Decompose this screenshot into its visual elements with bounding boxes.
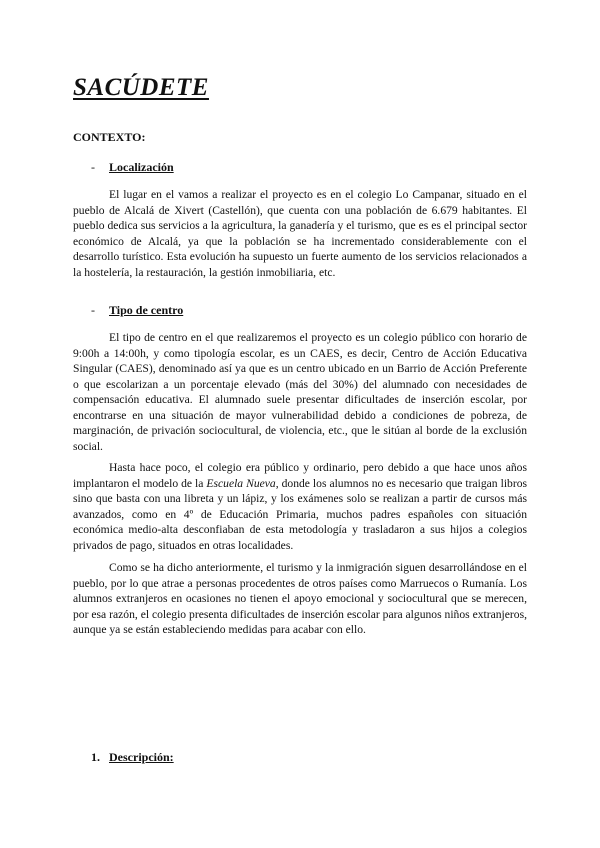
document-title: SACÚDETE — [73, 74, 209, 101]
subheading-label: Localización — [109, 160, 174, 174]
subheading-label: Tipo de centro — [109, 303, 184, 317]
section-number: 1. — [91, 750, 100, 764]
paragraph-tipo-de-centro-3: Como se ha dicho anteriormente, el turismo y la inmigración siguen desarrollándose en el pueblo, por lo que atrae a personas procedentes de otros países como Marruecos o Rumanía. Los alumnos extranjeros en ocasiones no tienen el apoyo emocional y sociocultural que se merecen, por esa razón, el colegio presenta dificultades de inserción escolar para algunos niños extranjeros, aunque ya se están estableciendo medidas para acabar con ello. — [73, 561, 527, 636]
subheading-bullet: - — [91, 303, 95, 317]
context-heading: CONTEXTO: — [73, 130, 146, 144]
paragraph-tipo-de-centro-2 — [73, 460, 527, 553]
paragraph-tipo-de-centro-1: El tipo de centro en el que realizaremos el proyecto es un colegio público con horario de 9:00h a 14:00h, y como tipología escolar, es un CAES, es decir, Centro de Acción Educativa Singular (CAES), denominado así ya que es un centro ubicado en un Barrio de Acción Preferente o que escolarizan a un porcentaje elevado (más del 30%) del alumnado con necesidades de compensación educativa. El alumnado suele presentar dificultades de inserción escolar, por encontrarse en una situación de mayor vulnerabilidad debido a condiciones de pobreza, de marginación, de privación sociocultural, de violencia, etc., que le sitúan al borde de la exclusión social. — [73, 331, 527, 453]
paragraph-emphasis: Escuela Nueva — [206, 476, 276, 490]
paragraph-text-after: , donde los alumnos no es necesario que traigan libros sino que basta con una libreta y un lápiz, y los exámenes solo se realizan a partir de cursos más avanzados, como en 4º de Educación Primaria, muchos padres españoles con situación económica medio-alta desconfiaban de esta metodología y trasladaron a sus hijos a colegios privados de pago, situados en otras localidades. — [73, 476, 528, 552]
section-heading-descripcion — [91, 750, 174, 765]
subheading-bullet: - — [91, 160, 95, 174]
subheading-tipo-de-centro — [91, 303, 183, 318]
section-label: Descripción: — [109, 750, 174, 764]
paragraph-text-before: Hasta hace poco, el colegio era público y ordinario, pero debido a que hace unos años implantaron el modelo de la — [73, 461, 527, 490]
paragraph-localizacion: El lugar en el vamos a realizar el proyecto es en el colegio Lo Campanar, situado en el pueblo de Alcalá de Xivert (Castellón), que cuenta con una población de 6.679 habitantes. El pueblo dedica sus servicios a la agricultura, la ganadería y el turismo, que es es el principal sector económico de Alcalá, ya que la población se ha incrementado considerablemente con el desarrollo turístico. Esta evolución ha supuesto un fuerte aumento de los servicios relacionados a la hostelería, la restauración, la gestión inmobiliaria, etc. — [73, 188, 527, 279]
subheading-localizacion — [91, 160, 174, 175]
